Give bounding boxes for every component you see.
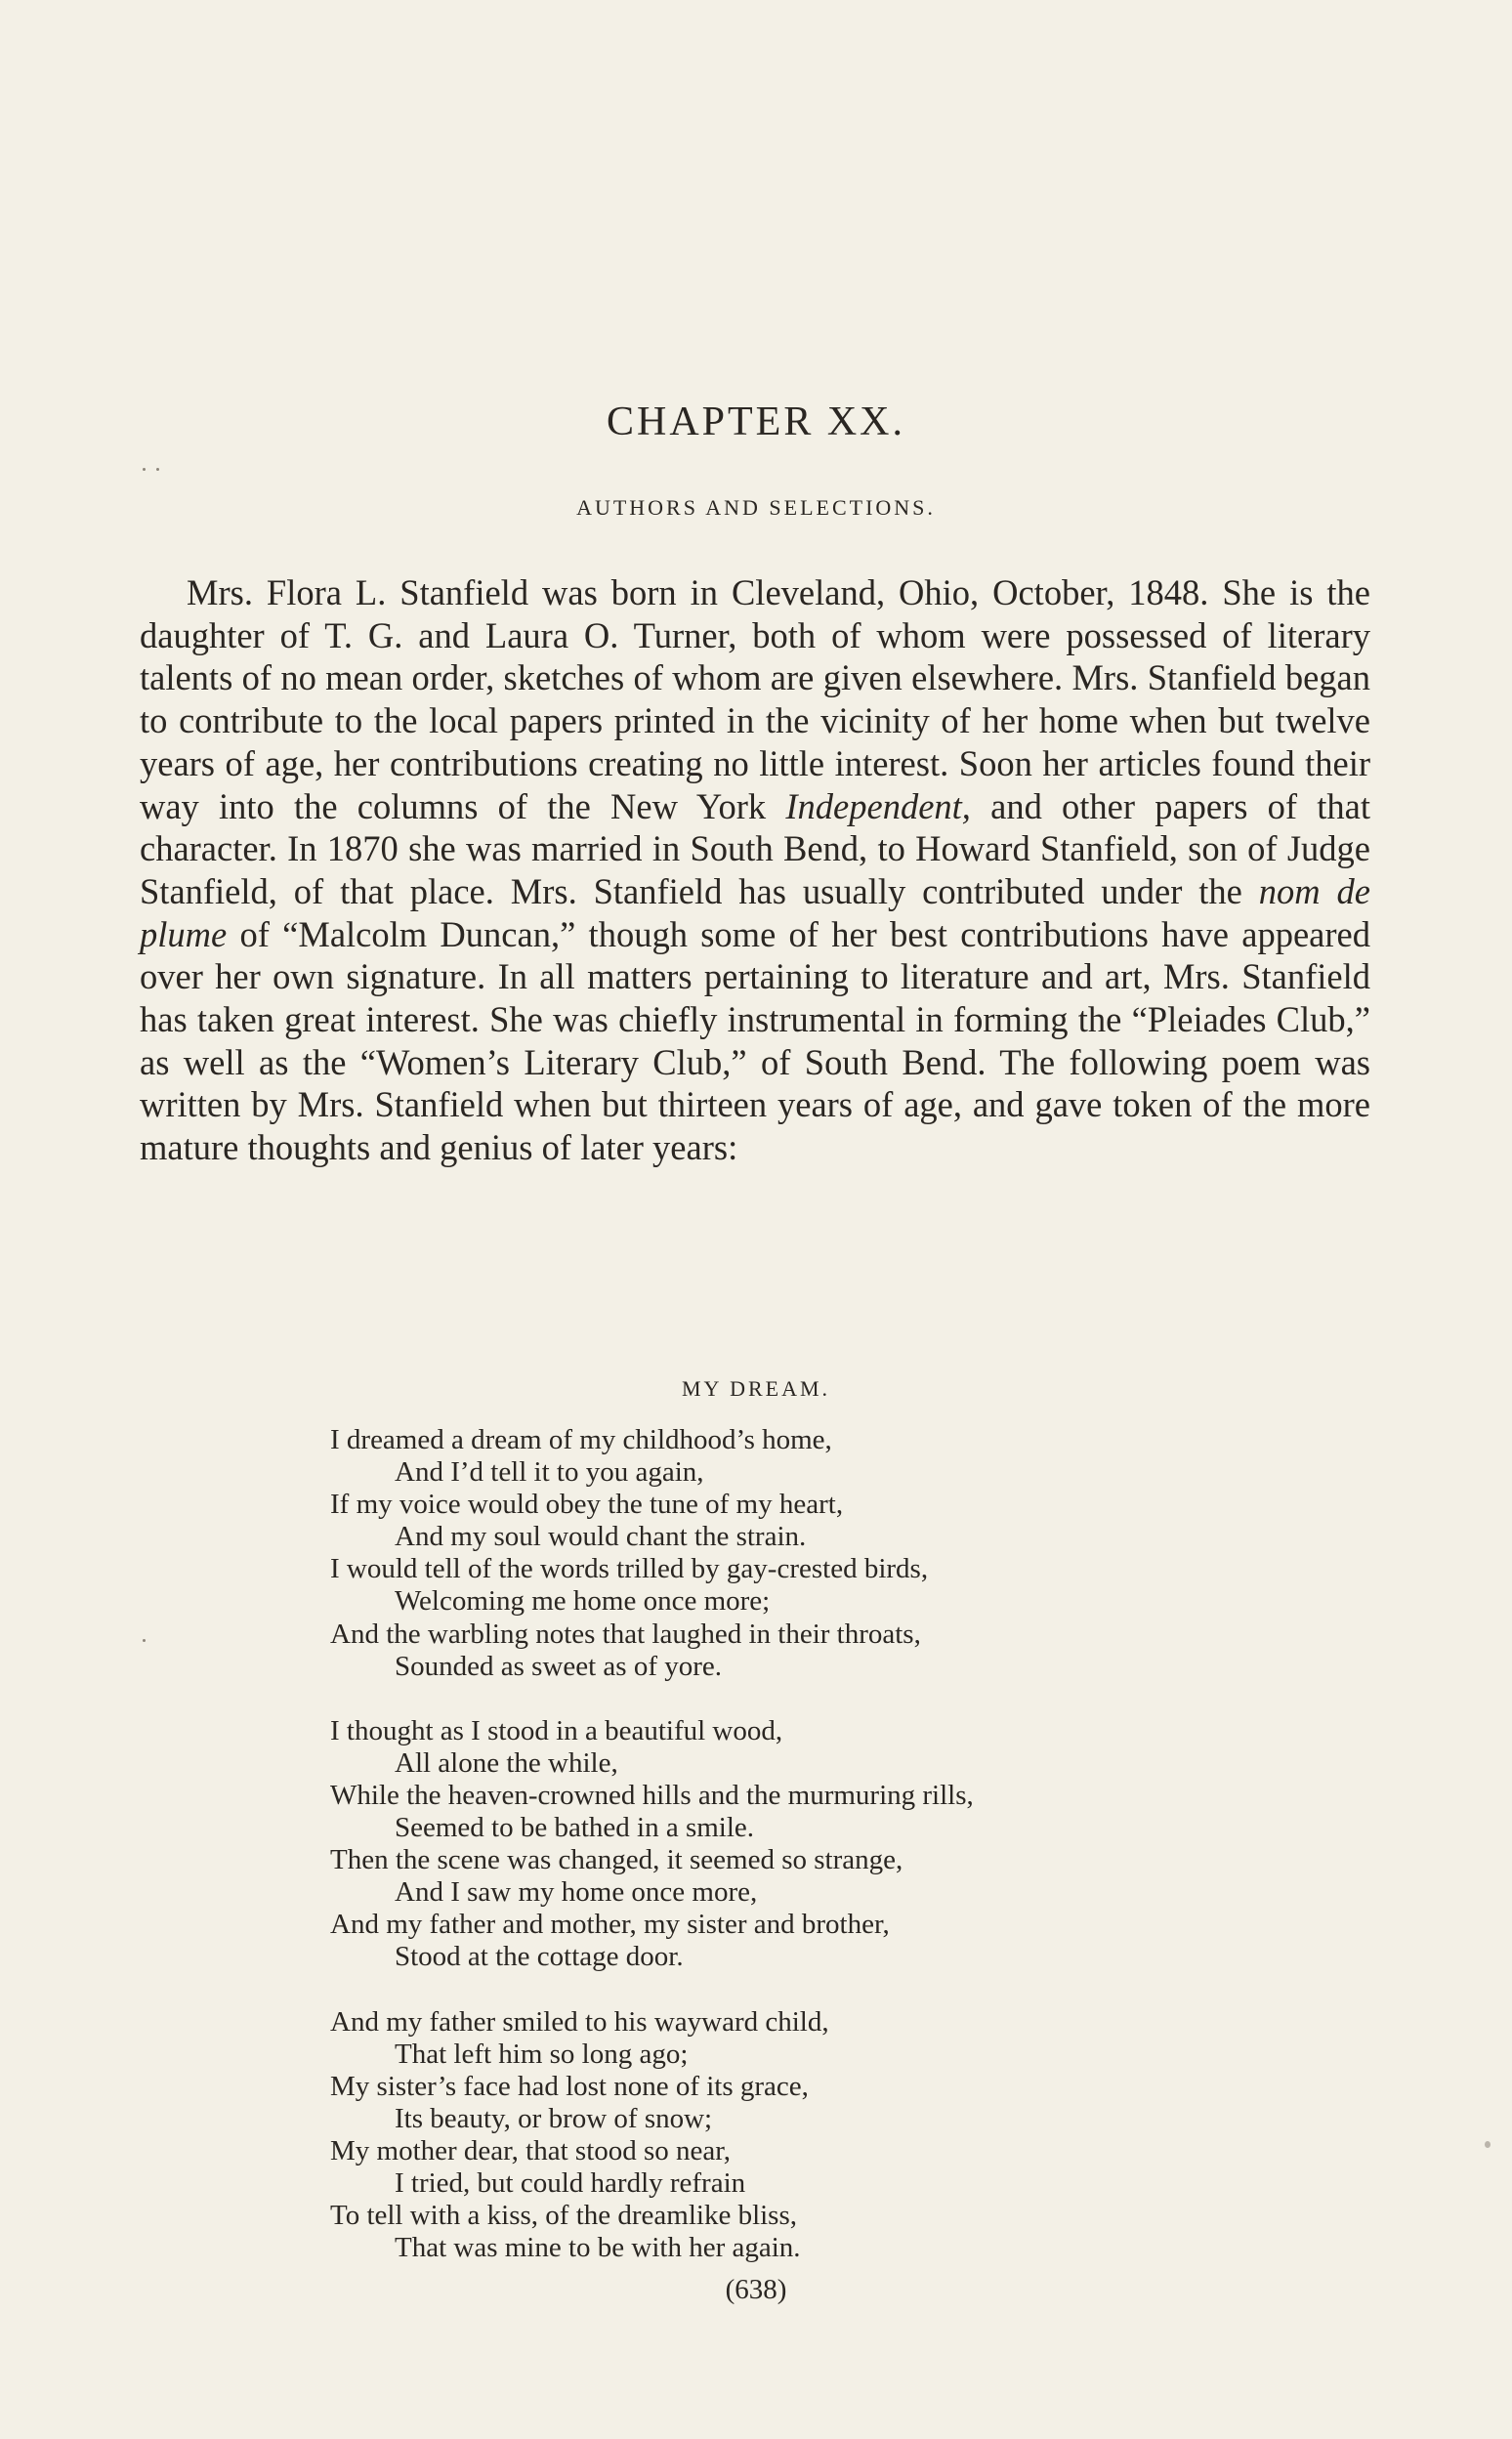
body-text-part-3: of “Malcolm Duncan,” though some of her best contributions have appeared over her own signature. In all matters pertaining to literature and art, Mrs. Stanfield has taken great interest. She was chiefly instrumental in forming the “Pleiades Club,” as well as the “Women’s Literary Club,” of South Bend. The following poem was written by Mrs. Stanfield when but thirteen years of age, and gave token of the more mature thoughts and genius of later years:	[140, 913, 1370, 1168]
paper-speck	[1485, 2141, 1491, 2148]
poem-line: And my father smiled to his wayward child,	[330, 2005, 829, 2038]
poem-line: I tried, but could hardly refrain	[395, 2166, 746, 2199]
paper-speck	[143, 468, 146, 471]
poem-line: And I saw my home once more,	[395, 1876, 758, 1909]
chapter-title: CHAPTER XX.	[606, 399, 906, 444]
body-italic-independent: Independent,	[785, 785, 971, 826]
poem-line: My mother dear, that stood so near,	[330, 2134, 732, 2166]
poem-title: MY DREAM.	[681, 1376, 831, 1401]
body-italic-nom-de-plume: nom de plume	[140, 870, 1371, 954]
poem-line: My sister’s face had lost none of its grace,	[330, 2070, 809, 2102]
poem-line: Welcoming me home once more;	[395, 1585, 771, 1618]
poem-line: That left him so long ago;	[395, 2038, 689, 2070]
poem-line: And my soul would chant the strain.	[395, 1521, 807, 1553]
poem-line: And I’d tell it to you again,	[395, 1456, 704, 1489]
poem-stanza-3	[330, 2006, 1307, 2265]
page-number: (638)	[725, 2274, 787, 2305]
poem-line: Its beauty, or brow of snow;	[395, 2102, 713, 2134]
poem-line: That was mine to be with her again.	[395, 2232, 801, 2264]
poem-line: Then the scene was changed, it seemed so strange,	[330, 1844, 903, 1876]
poem-line: If my voice would obey the tune of my heart,	[330, 1489, 844, 1521]
poem-line: All alone the while,	[395, 1746, 618, 1779]
paper-speck	[143, 1639, 146, 1642]
poem-line: Seemed to be bathed in a smile.	[395, 1812, 755, 1844]
poem-line: And the warbling notes that laughed in their throats,	[330, 1618, 921, 1650]
body-paragraph	[140, 571, 1370, 1169]
paper-speck	[156, 468, 159, 471]
poem-stanza-2	[330, 1715, 1307, 1974]
poem-line: To tell with a kiss, of the dreamlike bliss,	[330, 2200, 798, 2232]
poem-line: Stood at the cottage door.	[395, 1941, 684, 1973]
poem-line: And my father and mother, my sister and brother,	[330, 1909, 890, 1941]
poem-line: Sounded as sweet as of yore.	[395, 1650, 723, 1682]
poem-stanza-1	[330, 1424, 1307, 1683]
body-text-part-2: and other papers of that character. In 1870 she was married in South Bend, to Howard Stanfield, son of Judge Stanfield, of that place. Mrs. Stanfield has usually contributed under the	[140, 785, 1371, 911]
poem	[330, 1424, 1307, 2296]
body-text-part-1: Mrs. Flora L. Stanfield was born in Cleveland, Ohio, October, 1848. She is the daughter of T. G. and Laura O. Turner, both of whom were possessed of literary talents of no mean order, sketches of whom are given elsewhere. Mrs. Stanfield began to contribute to the local papers printed in the vicinity of her home when but twelve years of age, her contributions creating no little interest. Soon her articles found their way into the columns of the New York	[140, 572, 1370, 826]
poem-line: I dreamed a dream of my childhood’s home,	[330, 1424, 832, 1455]
poem-line: I would tell of the words trilled by gay-crested birds,	[330, 1553, 929, 1585]
poem-line: While the heaven-crowned hills and the murmuring rills,	[330, 1779, 974, 1811]
section-title: AUTHORS AND SELECTIONS.	[576, 495, 936, 520]
poem-line: I thought as I stood in a beautiful wood,	[330, 1714, 783, 1746]
